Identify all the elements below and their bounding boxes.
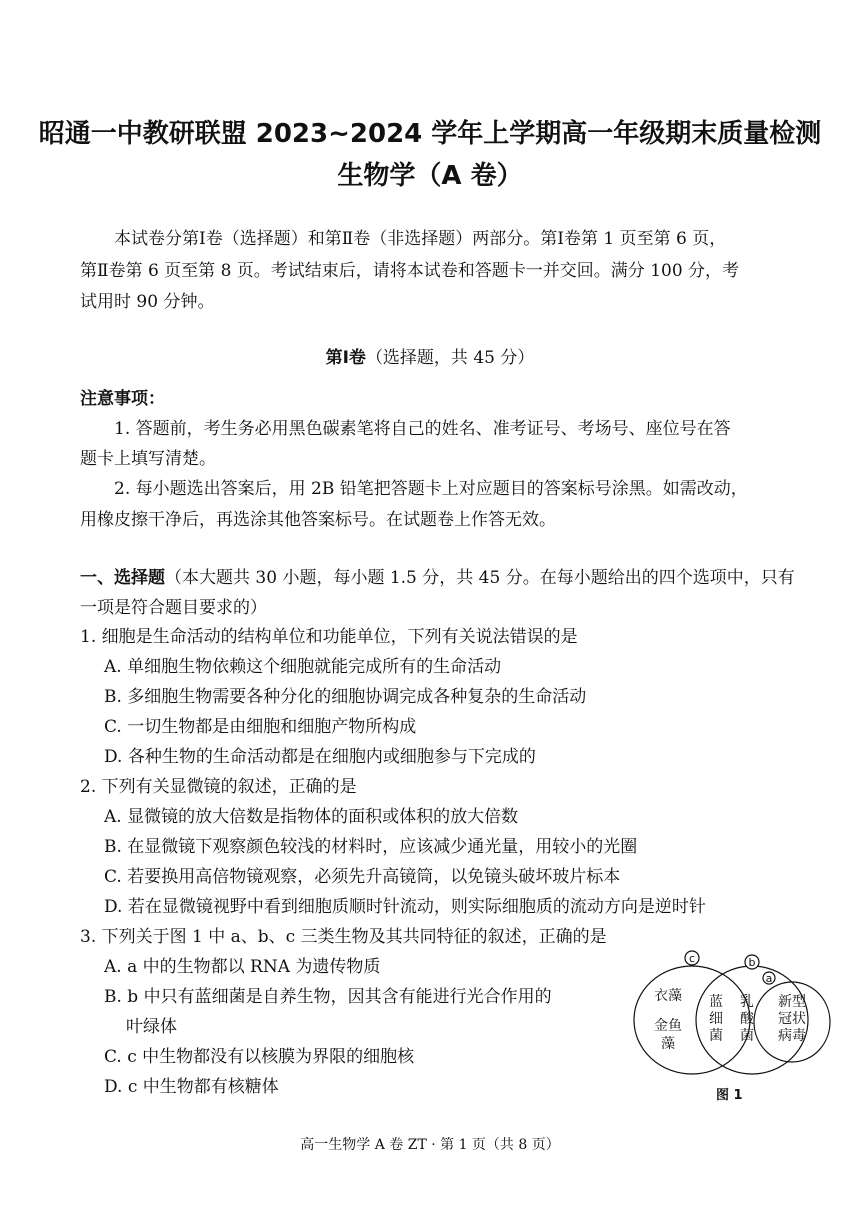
part-1-heading: 一、选择题 — [80, 568, 165, 588]
intro-line-2: 第Ⅱ卷第 6 页至第 8 页。考试结束后，请将本试卷和答题卡一并交回。满分 100 分，考 — [80, 261, 740, 281]
organism-coronavirus-1: 新型 — [778, 994, 806, 1010]
question-1-stem: 1. 细胞是生命活动的结构单位和功能单位，下列有关说法错误的是 — [80, 627, 578, 647]
circle-c-region — [634, 966, 750, 1074]
notice-item-1-line-2: 题卡上填写清楚。 — [80, 449, 216, 469]
part-1-desc-line-2: 一项是符合题目要求的） — [80, 598, 267, 618]
question-3-option-a: A. a 中的生物都以 RNA 为遗传物质 — [104, 957, 381, 977]
figure-label: 图 1 — [716, 1088, 743, 1103]
organism-lactobacillus-2: 酸 — [740, 1011, 754, 1027]
venn-diagram-figure — [632, 948, 832, 1078]
question-3-option-b-line-2: 叶绿体 — [126, 1017, 177, 1037]
organism-cyanobacteria-1: 蓝 — [709, 994, 723, 1010]
question-3-option-b-line-1: B. b 中只有蓝细菌是自养生物，因其含有能进行光合作用的 — [104, 987, 552, 1007]
question-1-option-c: C. 一切生物都是由细胞和细胞产物所构成 — [104, 717, 417, 737]
section-label: 第Ⅰ卷 — [325, 348, 366, 368]
question-2-stem: 2. 下列有关显微镜的叙述，正确的是 — [80, 777, 357, 797]
question-2-option-a: A. 显微镜的放大倍数是指物体的面积或体积的放大倍数 — [104, 807, 519, 827]
question-1-option-d: D. 各种生物的生命活动都是在细胞内或细胞参与下完成的 — [104, 747, 536, 767]
question-1-option-a: A. 单细胞生物依赖这个细胞就能完成所有的生命活动 — [104, 657, 502, 677]
exam-subtitle: 生物学（A 卷） — [337, 161, 523, 191]
organism-coronavirus-3: 病毒 — [778, 1028, 806, 1044]
organism-lactobacillus-3: 菌 — [740, 1028, 754, 1044]
organism-goldfish-algae-2: 藻 — [661, 1036, 675, 1052]
circle-b-label: b — [748, 956, 756, 969]
section-note: （选择题，共 45 分） — [365, 348, 535, 368]
intro-line-3: 试用时 90 分钟。 — [80, 292, 215, 312]
circle-c-label: c — [688, 952, 696, 965]
section-heading — [0, 343, 860, 368]
question-3-option-d: D. c 中生物都有核糖体 — [104, 1077, 279, 1097]
exam-title: 昭通一中教研联盟 2023~2024 学年上学期高一年级期末质量检测 — [38, 119, 822, 149]
notice-item-1-line-1: 1. 答题前，考生务必用黑色碳素笔将自己的姓名、准考证号、考场号、座位号在答 — [114, 419, 731, 439]
part-1-desc: （本大题共 30 小题，每小题 1.5 分，共 45 分。在每小题给出的四个选项中，只有 — [165, 568, 795, 588]
page-footer: 高一生物学 A 卷 ZT · 第 1 页（共 8 页） — [300, 1137, 560, 1153]
organism-cyanobacteria-3: 菌 — [709, 1028, 723, 1044]
question-2-option-d: D. 若在显微镜视野中看到细胞质顺时针流动，则实际细胞质的流动方向是逆时针 — [104, 897, 706, 917]
question-3-option-c: C. c 中生物都没有以核膜为界限的细胞核 — [104, 1047, 415, 1067]
question-2-option-c: C. 若要换用高倍物镜观察，必须先升高镜筒，以免镜头破坏玻片标本 — [104, 867, 621, 887]
notice-item-2-line-2: 用橡皮擦干净后，再选涂其他答案标号。在试题卷上作答无效。 — [80, 510, 556, 530]
circle-a-label: a — [765, 972, 773, 985]
question-3-stem: 3. 下列关于图 1 中 a、b、c 三类生物及其共同特征的叙述，正确的是 — [80, 927, 607, 947]
organism-goldfish-algae-1: 金鱼 — [654, 1018, 682, 1034]
organism-chlamydomonas: 衣藻 — [654, 988, 682, 1004]
part-1-desc-line-1 — [80, 563, 795, 588]
question-1-option-b: B. 多细胞生物需要各种分化的细胞协调完成各种复杂的生命活动 — [104, 687, 587, 707]
organism-lactobacillus-1: 乳 — [740, 994, 754, 1010]
notice-heading: 注意事项： — [80, 389, 165, 409]
intro-line-1: 本试卷分第Ⅰ卷（选择题）和第Ⅱ卷（非选择题）两部分。第Ⅰ卷第 1 页至第 6 页， — [114, 229, 727, 249]
organism-cyanobacteria-2: 细 — [709, 1011, 723, 1027]
notice-item-2-line-1: 2. 每小题选出答案后，用 2B 铅笔把答题卡上对应题目的答案标号涂黑。如需改动， — [114, 479, 748, 499]
organism-coronavirus-2: 冠状 — [778, 1011, 806, 1027]
question-2-option-b: B. 在显微镜下观察颜色较浅的材料时，应该减少通光量，用较小的光圈 — [104, 837, 638, 857]
